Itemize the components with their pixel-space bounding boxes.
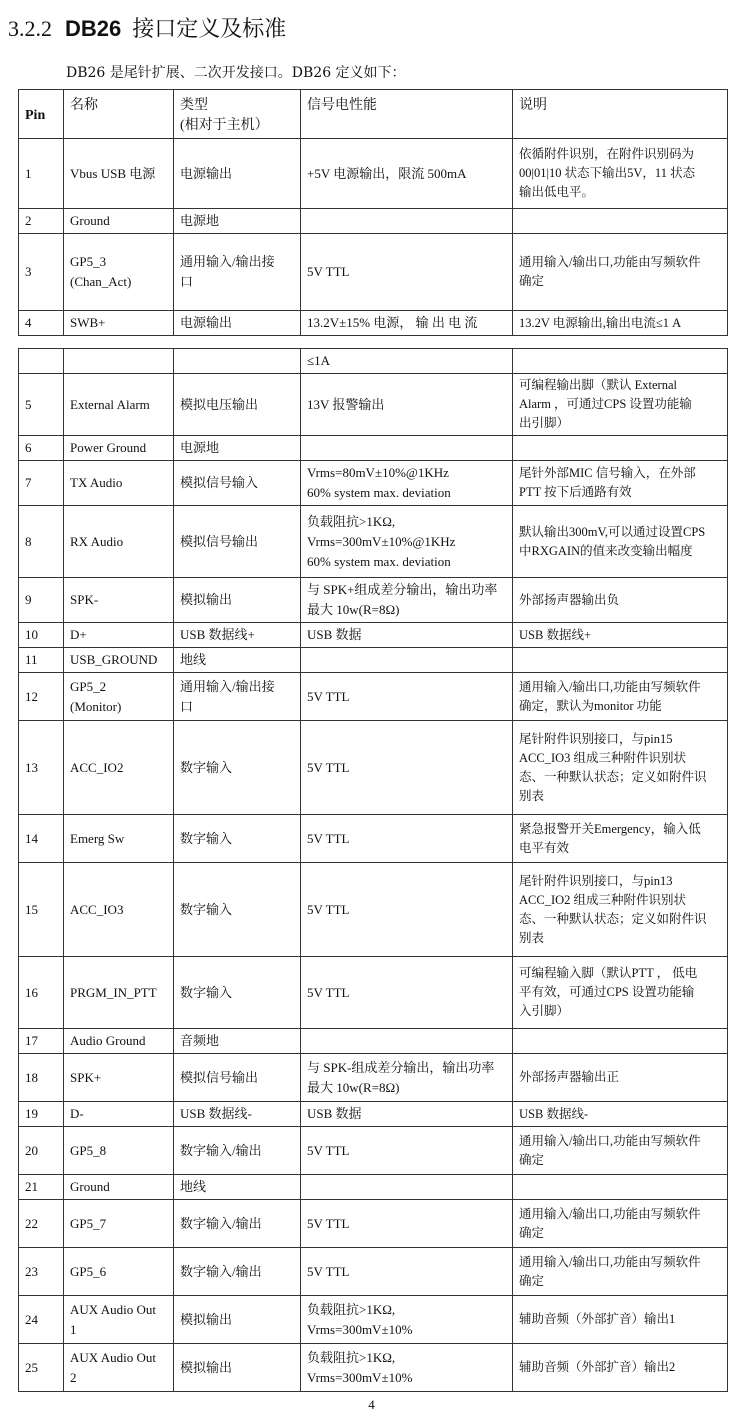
cell-name: GP5_8 xyxy=(64,1127,174,1175)
cell-signal: 5V TTL xyxy=(301,1127,513,1175)
cell-signal: ≤1A xyxy=(301,349,513,374)
page-number: 4 xyxy=(368,1397,375,1412)
cell-name: AUX Audio Out 2 xyxy=(64,1344,174,1392)
cell-type: 模拟输出 xyxy=(174,578,301,623)
cell-desc xyxy=(513,1175,728,1200)
cell-name: PRGM_IN_PTT xyxy=(64,957,174,1029)
cell-signal: 5V TTL xyxy=(301,863,513,957)
cell-type: 通用输入/输出接 口 xyxy=(174,234,301,311)
cell-type: USB 数据线+ xyxy=(174,623,301,648)
table-row xyxy=(19,1296,728,1344)
cell-type: 模拟输出 xyxy=(174,1344,301,1392)
cell-type: 地线 xyxy=(174,1175,301,1200)
cell-name: Vbus USB 电源 xyxy=(64,139,174,209)
cell-name: Emerg Sw xyxy=(64,815,174,863)
table-row xyxy=(19,374,728,436)
cell-signal: 5V TTL xyxy=(301,1248,513,1296)
cell-pin: 2 xyxy=(19,209,64,234)
cell-signal xyxy=(301,648,513,673)
cell-signal: 与 SPK+组成差分输出，输出功率 最大 10w(R=8Ω) xyxy=(301,578,513,623)
table-header-row xyxy=(19,90,728,139)
cell-desc xyxy=(513,349,728,374)
cell-pin: 16 xyxy=(19,957,64,1029)
cell-signal: +5V 电源输出，限流 500mA xyxy=(301,139,513,209)
cell-type: 音频地 xyxy=(174,1029,301,1054)
header-pin: Pin xyxy=(19,90,64,139)
cell-type: 电源地 xyxy=(174,209,301,234)
cell-pin: 3 xyxy=(19,234,64,311)
table-row xyxy=(19,1054,728,1102)
table-row xyxy=(19,1344,728,1392)
table-row xyxy=(19,1029,728,1054)
cell-name: SWB+ xyxy=(64,311,174,336)
cell-signal xyxy=(301,209,513,234)
cell-name: GP5_6 xyxy=(64,1248,174,1296)
cell-signal: Vrms=80mV±10%@1KHz 60% system max. deviation xyxy=(301,461,513,506)
cell-name: RX Audio xyxy=(64,506,174,578)
cell-name: GP5_3 (Chan_Act) xyxy=(64,234,174,311)
table-row xyxy=(19,623,728,648)
cell-pin: 22 xyxy=(19,1200,64,1248)
table-row xyxy=(19,349,728,374)
cell-type: 数字输入/输出 xyxy=(174,1200,301,1248)
table-row xyxy=(19,1248,728,1296)
cell-pin: 1 xyxy=(19,139,64,209)
cell-pin: 14 xyxy=(19,815,64,863)
cell-signal xyxy=(301,1175,513,1200)
cell-type: 模拟输出 xyxy=(174,1296,301,1344)
cell-desc: 通用输入/输出口,功能由写频软件 确定 xyxy=(513,1200,728,1248)
cell-desc: 13.2V 电源输出,输出电流≤1 A xyxy=(513,311,728,336)
cell-desc: 依循附件识别，在附件识别码为 00|01|10 状态下输出5V，11 状态 输出低电平。 xyxy=(513,139,728,209)
cell-signal: 5V TTL xyxy=(301,721,513,815)
cell-signal: 负载阻抗>1KΩ, Vrms=300mV±10%@1KHz 60% system max. deviation xyxy=(301,506,513,578)
cell-type: 电源输出 xyxy=(174,311,301,336)
cell-signal: USB 数据 xyxy=(301,1102,513,1127)
cell-type: USB 数据线- xyxy=(174,1102,301,1127)
cell-type: 通用输入/输出接 口 xyxy=(174,673,301,721)
cell-desc: 通用输入/输出口,功能由写频软件 确定 xyxy=(513,234,728,311)
cell-signal: 5V TTL xyxy=(301,234,513,311)
table-row xyxy=(19,139,728,209)
cell-pin: 10 xyxy=(19,623,64,648)
cell-pin: 20 xyxy=(19,1127,64,1175)
cell-type: 数字输入 xyxy=(174,721,301,815)
cell-signal xyxy=(301,436,513,461)
cell-pin: 8 xyxy=(19,506,64,578)
cell-signal: USB 数据 xyxy=(301,623,513,648)
table-row xyxy=(19,436,728,461)
cell-name: D+ xyxy=(64,623,174,648)
cell-desc: USB 数据线- xyxy=(513,1102,728,1127)
cell-signal: 13V 报警输出 xyxy=(301,374,513,436)
cell-desc: 通用输入/输出口,功能由写频软件 确定 xyxy=(513,1127,728,1175)
cell-pin: 25 xyxy=(19,1344,64,1392)
cell-pin: 17 xyxy=(19,1029,64,1054)
cell-type: 数字输入 xyxy=(174,815,301,863)
cell-name: Audio Ground xyxy=(64,1029,174,1054)
cell-desc: 尾针附件识别接口，与pin13 ACC_IO2 组成三种附件识别状 态、一种默认状态；定义如附件识 别表 xyxy=(513,863,728,957)
cell-type: 地线 xyxy=(174,648,301,673)
cell-pin: 24 xyxy=(19,1296,64,1344)
cell-type: 模拟电压输出 xyxy=(174,374,301,436)
cell-desc: 辅助音频（外部扩音）输出1 xyxy=(513,1296,728,1344)
cell-name: USB_GROUND xyxy=(64,648,174,673)
cell-desc: 尾针附件识别接口，与pin15 ACC_IO3 组成三种附件识别状 态、一种默认状态；定义如附件识 别表 xyxy=(513,721,728,815)
table-row xyxy=(19,461,728,506)
cell-name: Ground xyxy=(64,209,174,234)
table-row xyxy=(19,721,728,815)
cell-desc: 辅助音频（外部扩音）输出2 xyxy=(513,1344,728,1392)
cell-pin: 7 xyxy=(19,461,64,506)
cell-pin: 12 xyxy=(19,673,64,721)
table-row xyxy=(19,1175,728,1200)
cell-pin: 19 xyxy=(19,1102,64,1127)
table-row xyxy=(19,1102,728,1127)
cell-desc: 尾针外部MIC 信号输入，在外部 PTT 按下后通路有效 xyxy=(513,461,728,506)
cell-name: Ground xyxy=(64,1175,174,1200)
cell-signal xyxy=(301,1029,513,1054)
cell-type: 模拟信号输入 xyxy=(174,461,301,506)
pin-table-part2 xyxy=(18,348,728,1392)
cell-type: 数字输入 xyxy=(174,957,301,1029)
section-db-label: DB26 xyxy=(65,16,122,41)
cell-signal: 13.2V±15% 电源， 输 出 电 流 xyxy=(301,311,513,336)
table-row xyxy=(19,234,728,311)
cell-name: ACC_IO2 xyxy=(64,721,174,815)
cell-pin: 21 xyxy=(19,1175,64,1200)
cell-type: 数字输入/输出 xyxy=(174,1248,301,1296)
header-desc: 说明 xyxy=(513,90,728,139)
cell-desc xyxy=(513,648,728,673)
cell-desc xyxy=(513,436,728,461)
cell-pin: 11 xyxy=(19,648,64,673)
table-row xyxy=(19,1127,728,1175)
table-row xyxy=(19,957,728,1029)
cell-desc: USB 数据线+ xyxy=(513,623,728,648)
cell-signal: 负载阻抗>1KΩ, Vrms=300mV±10% xyxy=(301,1296,513,1344)
intro-text: DB26 是尾针扩展、二次开发接口。DB26 定义如下： xyxy=(66,65,406,81)
cell-desc: 紧急报警开关Emergency，输入低 电平有效 xyxy=(513,815,728,863)
cell-name: GP5_2 (Monitor) xyxy=(64,673,174,721)
table-row xyxy=(19,648,728,673)
cell-type xyxy=(174,349,301,374)
cell-name: AUX Audio Out 1 xyxy=(64,1296,174,1344)
cell-pin: 13 xyxy=(19,721,64,815)
cell-name: SPK- xyxy=(64,578,174,623)
cell-name: Power Ground xyxy=(64,436,174,461)
cell-signal: 5V TTL xyxy=(301,957,513,1029)
cell-pin xyxy=(19,349,64,374)
header-signal: 信号电性能 xyxy=(301,90,513,139)
cell-desc: 默认输出300mV,可以通过设置CPS 中RXGAIN的值来改变输出幅度 xyxy=(513,506,728,578)
cell-signal: 5V TTL xyxy=(301,815,513,863)
section-title: 接口定义及标准 xyxy=(132,17,287,42)
cell-pin: 15 xyxy=(19,863,64,957)
cell-signal: 与 SPK-组成差分输出，输出功率 最大 10w(R=8Ω) xyxy=(301,1054,513,1102)
cell-name: ACC_IO3 xyxy=(64,863,174,957)
pin-table-part1 xyxy=(18,89,728,336)
table-row xyxy=(19,1200,728,1248)
cell-desc xyxy=(513,209,728,234)
cell-name: SPK+ xyxy=(64,1054,174,1102)
cell-type: 电源输出 xyxy=(174,139,301,209)
cell-name xyxy=(64,349,174,374)
table-row xyxy=(19,578,728,623)
table-row xyxy=(19,673,728,721)
cell-name: External Alarm xyxy=(64,374,174,436)
cell-type: 数字输入/输出 xyxy=(174,1127,301,1175)
cell-name: TX Audio xyxy=(64,461,174,506)
table-row xyxy=(19,209,728,234)
cell-name: D- xyxy=(64,1102,174,1127)
cell-type: 模拟信号输出 xyxy=(174,506,301,578)
cell-desc: 可编程输入脚（默认PTT ， 低电 平有效，可通过CPS 设置功能输 入引脚） xyxy=(513,957,728,1029)
cell-signal: 5V TTL xyxy=(301,673,513,721)
cell-type: 电源地 xyxy=(174,436,301,461)
cell-pin: 23 xyxy=(19,1248,64,1296)
section-heading xyxy=(8,14,286,45)
cell-type: 模拟信号输出 xyxy=(174,1054,301,1102)
cell-pin: 4 xyxy=(19,311,64,336)
cell-desc: 外部扬声器输出正 xyxy=(513,1054,728,1102)
table-row xyxy=(19,311,728,336)
cell-pin: 5 xyxy=(19,374,64,436)
section-number: 3.2.2 xyxy=(8,16,52,41)
header-name: 名称 xyxy=(64,90,174,139)
cell-pin: 18 xyxy=(19,1054,64,1102)
header-type: 类型 (相对于主机） xyxy=(174,90,301,139)
cell-signal: 负载阻抗>1KΩ, Vrms=300mV±10% xyxy=(301,1344,513,1392)
table-row xyxy=(19,815,728,863)
cell-pin: 9 xyxy=(19,578,64,623)
cell-desc: 可编程输出脚（默认 External Alarm ，可通过CPS 设置功能输 出引脚） xyxy=(513,374,728,436)
cell-signal: 5V TTL xyxy=(301,1200,513,1248)
table-row xyxy=(19,863,728,957)
cell-pin: 6 xyxy=(19,436,64,461)
table-row xyxy=(19,506,728,578)
cell-desc xyxy=(513,1029,728,1054)
cell-desc: 通用输入/输出口,功能由写频软件 确定，默认为monitor 功能 xyxy=(513,673,728,721)
cell-desc: 通用输入/输出口,功能由写频软件 确定 xyxy=(513,1248,728,1296)
cell-name: GP5_7 xyxy=(64,1200,174,1248)
cell-desc: 外部扬声器输出负 xyxy=(513,578,728,623)
cell-type: 数字输入 xyxy=(174,863,301,957)
